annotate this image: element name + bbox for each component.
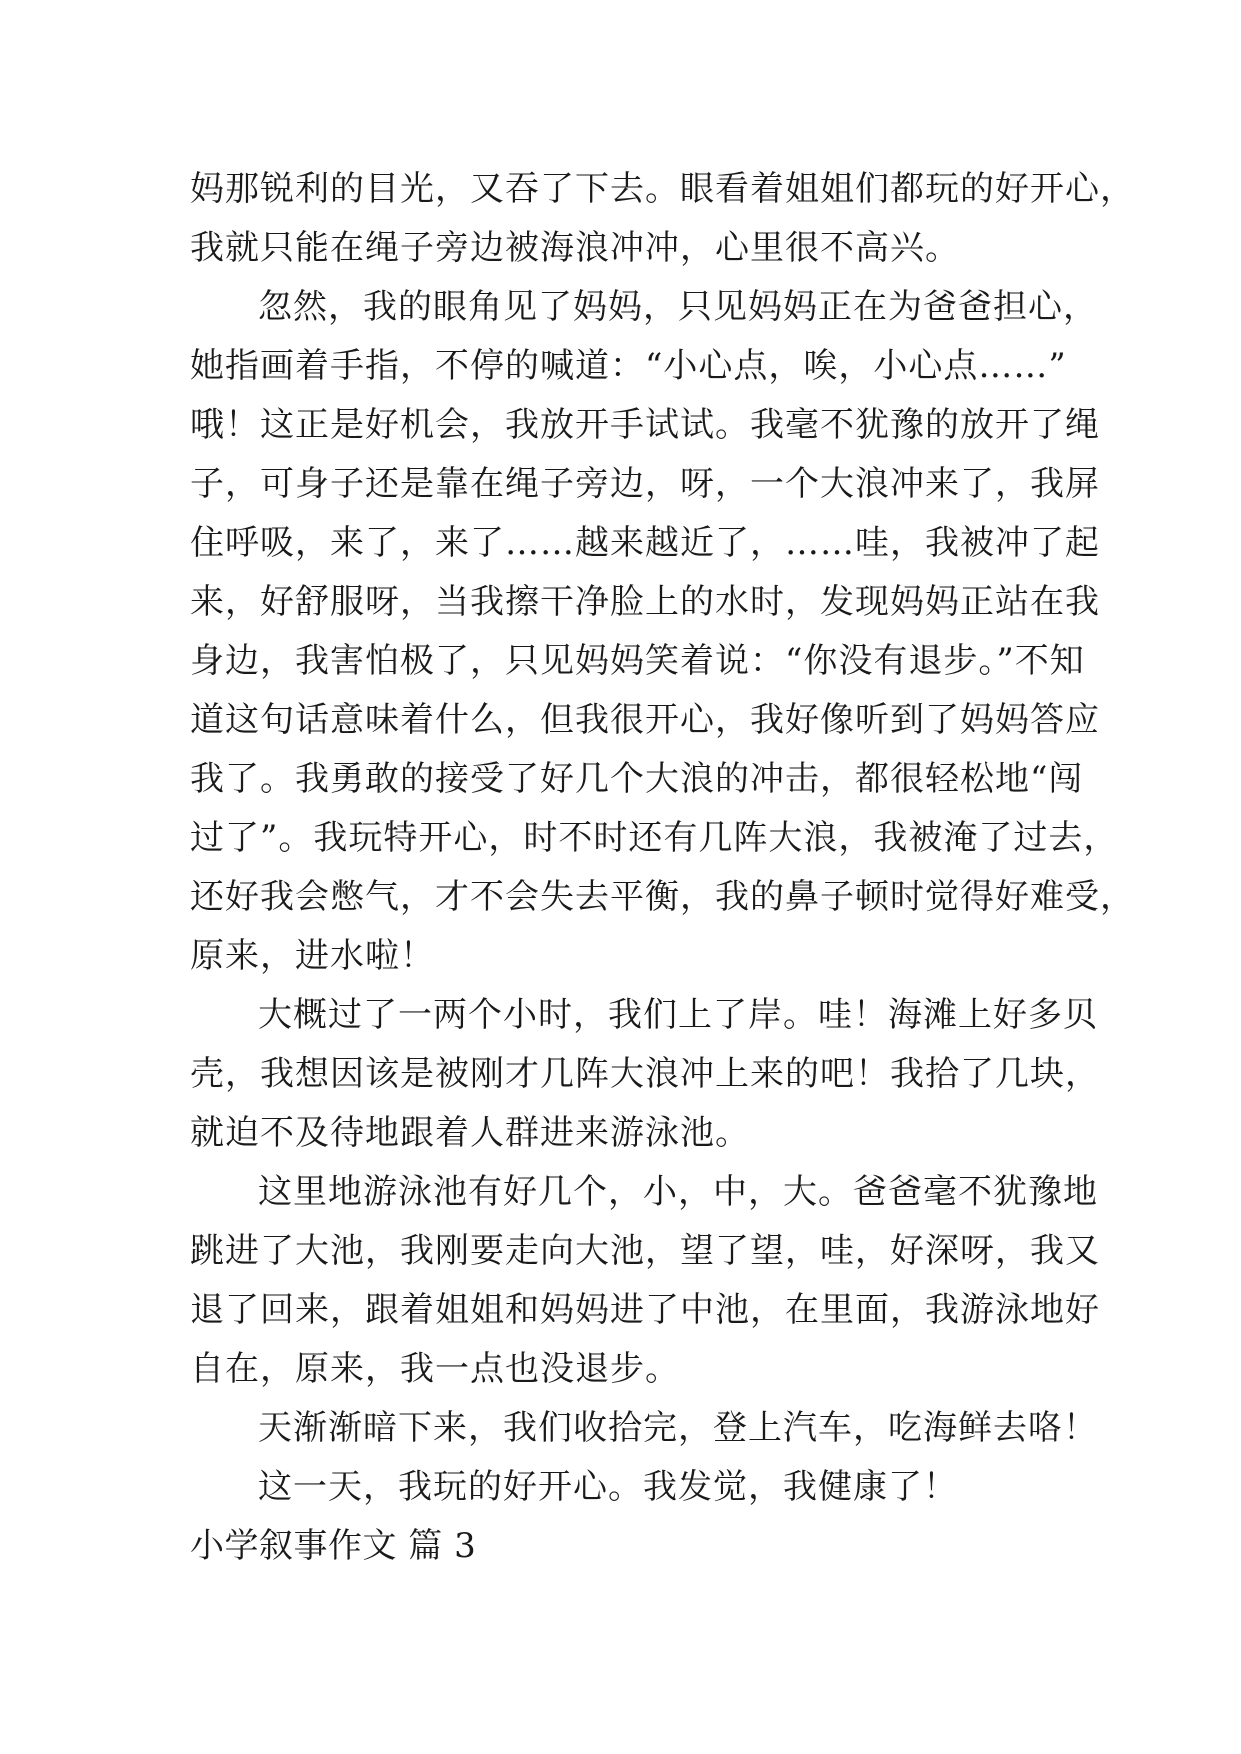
- paragraph-start-line: 忽然，我的眼角见了妈妈，只见妈妈正在为爸爸担心，: [258, 287, 1098, 327]
- text-line: 壳，我想因该是被刚才几阵大浪冲上来的吧！我拾了几块，: [190, 1054, 1100, 1094]
- text-line: 过了”。我玩特开心，时不时还有几阵大浪，我被淹了过去，: [190, 818, 1119, 858]
- text-line: 还好我会憋气，才不会失去平衡，我的鼻子顿时觉得好难受，: [190, 877, 1135, 917]
- text-line: 退了回来，跟着姐姐和妈妈进了中池，在里面，我游泳地好: [190, 1290, 1100, 1330]
- text-line: 来，好舒服呀，当我擦干净脸上的水时，发现妈妈正站在我: [190, 582, 1100, 622]
- text-line: 我就只能在绳子旁边被海浪冲冲，心里很不高兴。: [190, 228, 960, 268]
- text-line: 身边，我害怕极了，只见妈妈笑着说：“你没有退步。”不知: [190, 641, 1085, 681]
- text-line: 我了。我勇敢的接受了好几个大浪的冲击，都很轻松地“闯: [190, 759, 1084, 799]
- text-line: 她指画着手指，不停的喊道：“小心点，唉，小心点……”: [190, 346, 1067, 386]
- text-line: 子，可身子还是靠在绳子旁边，呀，一个大浪冲来了，我屏: [190, 464, 1100, 504]
- text-line: 原来，进水啦！: [190, 936, 435, 976]
- paragraph-start-line: 大概过了一两个小时，我们上了岸。哇！海滩上好多贝: [258, 995, 1098, 1035]
- text-line: 妈那锐利的目光，又吞了下去。眼看着姐姐们都玩的好开心，: [190, 169, 1135, 209]
- text-line: 跳进了大池，我刚要走向大池，望了望，哇，好深呀，我又: [190, 1231, 1100, 1271]
- text-line: 就迫不及待地跟着人群进来游泳池。: [190, 1113, 750, 1153]
- paragraph-start-line: 这一天，我玩的好开心。我发觉，我健康了！: [258, 1467, 958, 1507]
- section-heading: 小学叙事作文 篇 3: [190, 1526, 477, 1566]
- paragraph-start-line: 天渐渐暗下来，我们收拾完，登上汽车，吃海鲜去咯！: [258, 1408, 1098, 1448]
- document-page: [190, 160, 1135, 1576]
- text-line: 自在，原来，我一点也没退步。: [190, 1349, 680, 1389]
- text-line: 哦！这正是好机会，我放开手试试。我毫不犹豫的放开了绳: [190, 405, 1100, 445]
- text-line: 道这句话意味着什么，但我很开心，我好像听到了妈妈答应: [190, 700, 1100, 740]
- paragraph-start-line: 这里地游泳池有好几个，小，中，大。爸爸毫不犹豫地: [258, 1172, 1098, 1212]
- text-line: 住呼吸，来了，来了……越来越近了，……哇，我被冲了起: [190, 523, 1100, 563]
